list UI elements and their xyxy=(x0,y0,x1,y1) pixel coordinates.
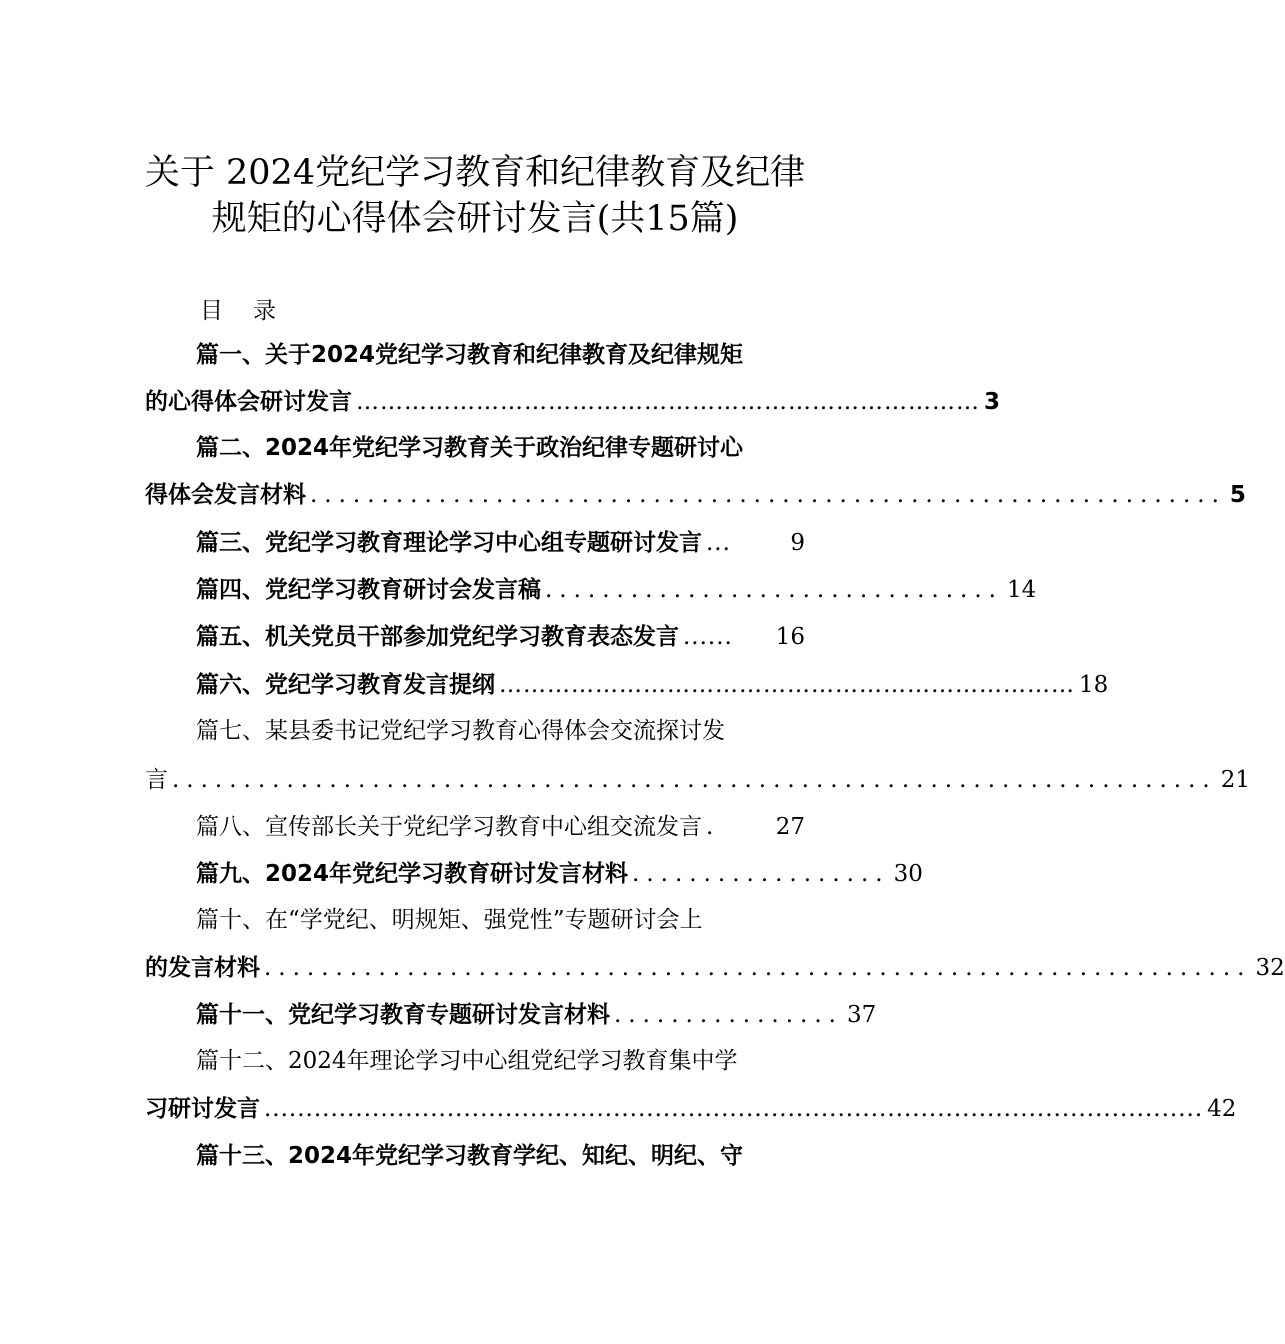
toc-leader-dots: ..................................................................... xyxy=(264,955,1252,981)
toc-leader-dots: . xyxy=(706,814,715,840)
toc-entry-text: 篇五、机关党员干部参加党纪学习教育表态发言 xyxy=(196,624,679,650)
toc-page-number: 9 xyxy=(790,530,805,556)
toc-entry-text: 篇四、党纪学习教育研讨会发言稿 xyxy=(196,577,541,603)
toc-entry-text: 的心得体会研讨发言 xyxy=(145,389,352,415)
toc-page-number: 30 xyxy=(893,861,923,887)
toc-entry-text: 篇一、关于2024党纪学习教育和纪律教育及纪律规矩 xyxy=(196,342,744,368)
toc-leader-dots: ... xyxy=(706,530,731,556)
toc-leader-dots: …………………………………………………………………… xyxy=(356,389,980,415)
toc-entry-3[interactable] xyxy=(196,525,805,561)
toc-entry-11[interactable] xyxy=(196,997,877,1033)
toc-leader-dots: ……………………………………………………………… xyxy=(499,672,1075,698)
toc-page-number: 16 xyxy=(775,624,805,650)
toc-leader-dots: ...... xyxy=(683,624,733,650)
toc-entry-7[interactable] xyxy=(196,713,805,749)
toc-page-number: 37 xyxy=(846,1002,877,1028)
toc-entry-text: 篇九、2024年党纪学习教育研讨发言材料 xyxy=(196,861,629,887)
toc-leader-dots: .................. xyxy=(632,861,890,887)
toc-entry-text: 的发言材料 xyxy=(145,955,260,981)
toc-entry-2-cont[interactable] xyxy=(145,477,1246,513)
toc-entry-text: 篇十、在“学党纪、明规矩、强党性”专题研讨会上 xyxy=(196,907,703,933)
title-line-1: 关于 2024党纪学习教育和纪律教育及纪律 xyxy=(144,153,806,193)
toc-heading: 目录 xyxy=(200,298,306,324)
toc-entry-9[interactable] xyxy=(196,856,923,892)
toc-page-number: 27 xyxy=(775,814,805,840)
toc-entry-6[interactable] xyxy=(196,667,1109,703)
title-line-2: 规矩的心得体会研讨发言(共15篇) xyxy=(211,199,739,239)
toc-entry-8[interactable] xyxy=(196,809,805,845)
toc-leader-dots: ................................ xyxy=(545,577,1003,603)
toc-entry-text: 篇八、宣传部长关于党纪学习教育中心组交流发言 xyxy=(196,814,702,840)
toc-entry-text: 篇十三、2024年党纪学习教育学纪、知纪、明纪、守 xyxy=(196,1143,744,1169)
toc-entry-1-cont[interactable] xyxy=(145,384,1001,420)
toc-page-number: 14 xyxy=(1006,577,1037,603)
toc-page-number: 21 xyxy=(1220,767,1250,793)
toc-entry-text: 言 xyxy=(145,767,168,793)
toc-entry-10[interactable] xyxy=(196,902,805,938)
toc-page-number: 42 xyxy=(1207,1096,1237,1122)
toc-page-number: 32 xyxy=(1255,955,1285,981)
toc-entry-1[interactable] xyxy=(196,337,805,373)
document-title xyxy=(110,150,840,242)
toc-entry-text: 篇二、2024年党纪学习教育关于政治纪律专题研讨心 xyxy=(196,435,744,461)
toc-entry-5[interactable] xyxy=(196,619,805,655)
toc-entry-2[interactable] xyxy=(196,430,805,466)
toc-entry-text: 篇六、党纪学习教育发言提纲 xyxy=(196,672,495,698)
toc-page-number: 3 xyxy=(984,389,1001,415)
toc-entry-13[interactable] xyxy=(196,1138,805,1174)
toc-entry-text: 篇七、某县委书记党纪学习教育心得体会交流探讨发 xyxy=(196,718,725,744)
toc-entry-text: 习研讨发言 xyxy=(145,1096,260,1122)
toc-entry-12-cont[interactable] xyxy=(145,1091,1237,1127)
toc-leader-dots: ................................................................................................................. xyxy=(264,1096,1204,1122)
toc-entry-7-cont[interactable] xyxy=(145,762,1250,798)
toc-entry-text: 得体会发言材料 xyxy=(145,482,306,508)
toc-entry-text: 篇十二、2024年理论学习中心组党纪学习教育集中学 xyxy=(196,1048,738,1074)
toc-entry-text: 篇三、党纪学习教育理论学习中心组专题研讨发言 xyxy=(196,530,702,556)
toc-entry-text: 篇十一、党纪学习教育专题研讨发言材料 xyxy=(196,1002,610,1028)
toc-entry-10-cont[interactable] xyxy=(145,950,1285,986)
toc-leader-dots: ................................................................ xyxy=(310,482,1226,508)
toc-page-number: 18 xyxy=(1079,672,1109,698)
toc-entry-12[interactable] xyxy=(196,1043,805,1079)
toc-leader-dots: ......................................................................... xyxy=(172,767,1217,793)
toc-leader-dots: ................ xyxy=(614,1002,843,1028)
toc-entry-4[interactable] xyxy=(196,572,1037,608)
toc-page-number: 5 xyxy=(1229,482,1246,508)
